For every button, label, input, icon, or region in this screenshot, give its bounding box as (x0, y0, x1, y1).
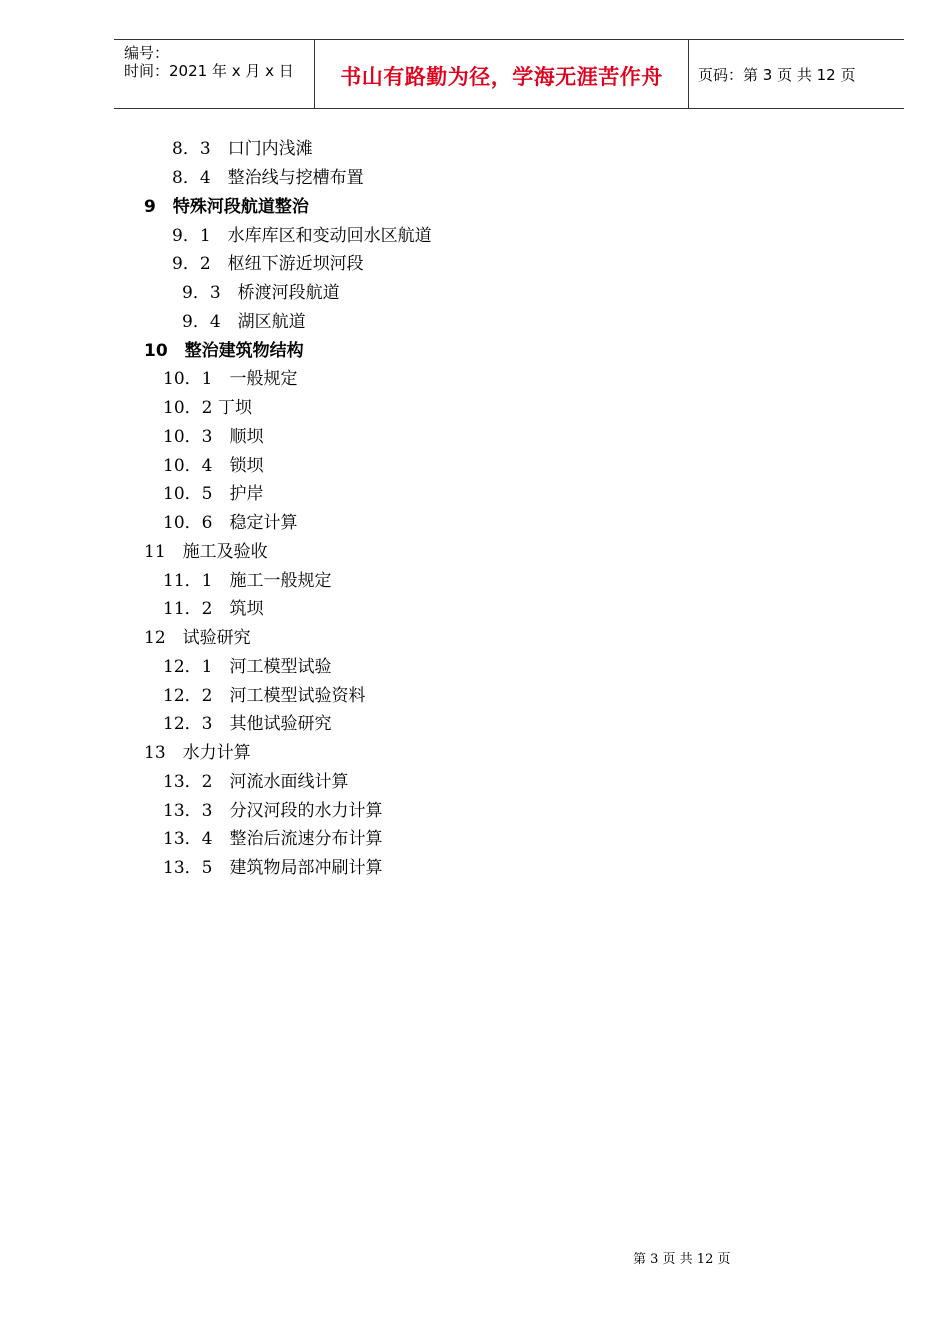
header-motto: 书山有路勤为径，学海无涯苦作舟 (340, 65, 663, 89)
toc-entry: 11．1 施工一般规定 (163, 571, 332, 591)
toc-entry: 13．4 整治后流速分布计算 (163, 829, 383, 849)
toc-entry: 9．1 水库库区和变动回水区航道 (172, 226, 432, 246)
toc-entry: 10．4 锁坝 (163, 456, 264, 476)
toc-entry: 13．2 河流水面线计算 (163, 772, 349, 792)
toc-entry: 11 施工及验收 (144, 542, 268, 562)
toc-entry: 11．2 筑坝 (163, 599, 264, 619)
document-number-label: 编号： (124, 44, 170, 62)
toc-entry: 10．5 护岸 (163, 484, 264, 504)
page-footer: 第 3 页 共 12 页 (633, 1252, 731, 1267)
toc-entry: 13．5 建筑物局部冲刷计算 (163, 858, 383, 878)
page-header (114, 39, 904, 109)
toc-entry: 12 试验研究 (144, 628, 251, 648)
header-page-cell (689, 40, 904, 108)
header-meta-cell (114, 40, 315, 108)
toc-chapter-heading: 10 整治建筑物结构 (144, 341, 304, 361)
toc-entry: 8．3 口门内浅滩 (172, 139, 313, 159)
toc-entry: 10．6 稳定计算 (163, 513, 298, 533)
toc-entry: 9．4 湖区航道 (182, 312, 306, 332)
toc-entry: 9．2 枢纽下游近坝河段 (172, 254, 364, 274)
toc-entry: 13 水力计算 (144, 743, 251, 763)
toc-entry: 12．2 河工模型试验资料 (163, 686, 366, 706)
toc-chapter-heading: 9 特殊河段航道整治 (144, 197, 309, 217)
toc-entry: 10．1 一般规定 (163, 369, 298, 389)
toc-entry: 10．3 顺坝 (163, 427, 264, 447)
toc-entry: 13．3 分汉河段的水力计算 (163, 801, 383, 821)
toc-entry: 9．3 桥渡河段航道 (182, 283, 340, 303)
header-motto-cell (315, 40, 689, 108)
toc-entry: 12．3 其他试验研究 (163, 714, 332, 734)
toc-entry: 10．2 丁坝 (163, 398, 252, 418)
document-date-label: 时间：2021 年 x 月 x 日 (124, 62, 294, 80)
toc-entry: 8．4 整治线与挖槽布置 (172, 168, 364, 188)
header-page-info: 页码：第 3 页 共 12 页 (698, 66, 856, 84)
toc-entry: 12．1 河工模型试验 (163, 657, 332, 677)
